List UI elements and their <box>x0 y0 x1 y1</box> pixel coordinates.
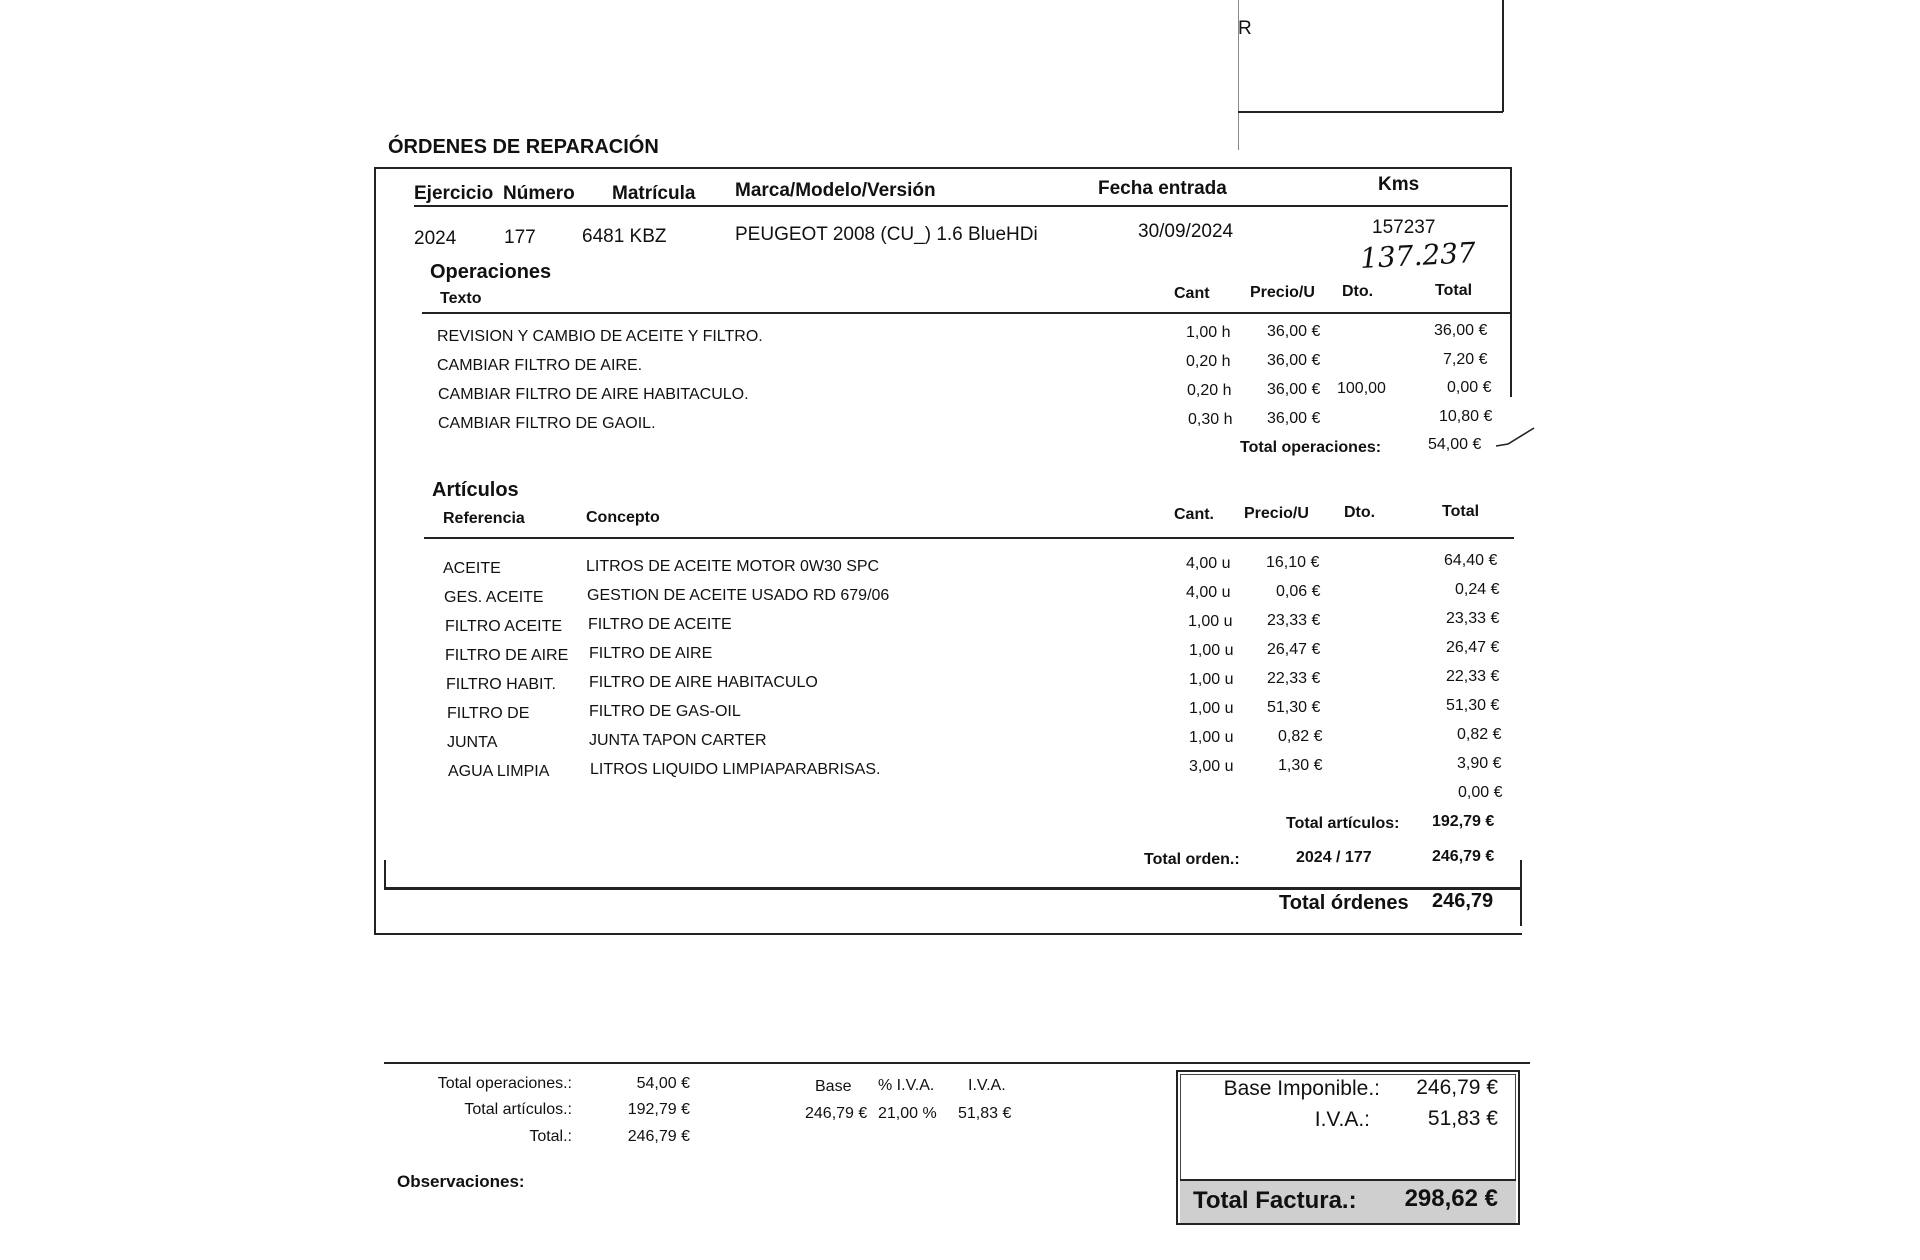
page-title: ÓRDENES DE REPARACIÓN <box>388 136 659 158</box>
top-box-right-line <box>1502 0 1504 112</box>
articulo-cant: 4,00 u <box>1186 584 1231 601</box>
articulo-total: 3,90 € <box>1457 755 1502 772</box>
operacion-cant: 1,00 h <box>1186 324 1231 341</box>
articulo-cant: 1,00 u <box>1189 700 1234 717</box>
articulo-precio: 1,30 € <box>1278 757 1323 774</box>
articulo-concepto: LITROS LIQUIDO LIMPIAPARABRISAS. <box>590 761 881 778</box>
operaciones-header-total: Total <box>1435 282 1473 299</box>
factura-base-label: Base Imponible.: <box>1223 1077 1380 1100</box>
articulo-concepto: GESTION DE ACEITE USADO RD 679/06 <box>587 587 890 604</box>
articulo-concepto: FILTRO DE AIRE HABITACULO <box>589 674 818 691</box>
order-marca: PEUGEOT 2008 (CU_) 1.6 BlueHDi <box>735 224 1038 245</box>
frame-top <box>374 167 1512 169</box>
articulo-concepto: LITROS DE ACEITE MOTOR 0W30 SPC <box>586 558 880 575</box>
header-marca: Marca/Modelo/Versión <box>735 180 936 201</box>
iva-amount-value: 51,83 € <box>958 1105 1012 1122</box>
frame-right-upper <box>1510 167 1512 397</box>
total-ordenes-label: Total órdenes <box>1279 892 1409 914</box>
operaciones-title: Operaciones <box>430 261 552 283</box>
total-orden-label: Total orden.: <box>1144 851 1240 868</box>
summary-ops-value: 54,00 € <box>636 1075 690 1092</box>
articulo-cant: 3,00 u <box>1189 758 1234 775</box>
check-mark-icon <box>1494 424 1536 452</box>
operaciones-total-value: 54,00 € <box>1428 436 1482 453</box>
articulo-total: 22,33 € <box>1446 668 1500 685</box>
articulos-total-value: 192,79 € <box>1432 813 1495 830</box>
order-matricula: 6481 KBZ <box>582 226 667 247</box>
iva-base-value: 246,79 € <box>805 1105 868 1122</box>
articulos-total-label: Total artículos: <box>1286 815 1400 832</box>
iva-header-base: Base <box>815 1078 852 1095</box>
factura-iva-label: I.V.A.: <box>1314 1108 1370 1131</box>
articulo-precio: 26,47 € <box>1267 641 1321 658</box>
summary-art-value: 192,79 € <box>627 1101 690 1118</box>
total-orden-ref: 2024 / 177 <box>1296 849 1372 866</box>
iva-header-pct: % I.V.A. <box>878 1077 935 1094</box>
order-kms-handwritten: 137.237 <box>1359 235 1477 276</box>
factura-total-value: 298,62 € <box>1404 1185 1498 1212</box>
operacion-cant: 0,20 h <box>1186 353 1231 370</box>
operaciones-header-cant: Cant <box>1174 285 1210 302</box>
total-ordenes-value: 246,79 <box>1432 890 1494 912</box>
articulo-total: 0,24 € <box>1455 581 1500 598</box>
top-box-bottom-line <box>1238 111 1503 113</box>
articulo-total: 23,33 € <box>1446 610 1500 627</box>
factura-total-label: Total Factura.: <box>1193 1187 1357 1214</box>
articulo-total: 64,40 € <box>1444 552 1498 569</box>
articulo-referencia: FILTRO ACEITE <box>445 618 563 635</box>
operacion-precio: 36,00 € <box>1267 410 1321 427</box>
articulo-referencia: FILTRO DE AIRE <box>445 647 569 664</box>
articulos-header-precio: Precio/U <box>1244 505 1309 522</box>
frame-left <box>374 167 376 935</box>
articulos-header-cant: Cant. <box>1174 506 1214 523</box>
operacion-texto: CAMBIAR FILTRO DE GAOIL. <box>438 415 656 432</box>
articulo-total: 51,30 € <box>1446 697 1500 714</box>
frame-right-lower <box>1520 860 1522 926</box>
articulo-total: 0,82 € <box>1457 726 1502 743</box>
articulo-precio: 0,82 € <box>1278 728 1323 745</box>
articulos-extra-total: 0,00 € <box>1458 784 1503 801</box>
total-orden-value: 246,79 € <box>1432 848 1495 865</box>
operacion-texto: CAMBIAR FILTRO DE AIRE. <box>437 357 643 374</box>
articulo-concepto: FILTRO DE ACEITE <box>588 616 732 633</box>
summary-art-label: Total artículos.: <box>464 1101 572 1118</box>
articulo-precio: 22,33 € <box>1267 670 1321 687</box>
articulo-referencia: GES. ACEITE <box>444 589 544 606</box>
order-header-rule <box>414 205 1508 207</box>
articulo-cant: 1,00 u <box>1188 613 1233 630</box>
articulos-header-total: Total <box>1442 503 1480 520</box>
articulo-referencia: JUNTA <box>447 734 498 751</box>
order-kms: 157237 <box>1372 217 1436 238</box>
header-ejercicio: Ejercicio <box>414 183 494 204</box>
articulo-referencia: FILTRO DE <box>447 705 530 722</box>
articulo-referencia: AGUA LIMPIA <box>448 763 550 780</box>
articulos-header-rule <box>424 537 1514 539</box>
articulo-referencia: FILTRO HABIT. <box>446 676 556 693</box>
articulo-cant: 1,00 u <box>1189 729 1234 746</box>
articulo-referencia: ACEITE <box>443 560 501 577</box>
articulo-concepto: JUNTA TAPON CARTER <box>589 732 767 749</box>
top-box-text: R <box>1238 18 1252 39</box>
operacion-precio: 36,00 € <box>1267 323 1321 340</box>
operaciones-total-label: Total operaciones: <box>1240 439 1382 456</box>
articulo-cant: 1,00 u <box>1189 671 1234 688</box>
summary-total-label: Total.: <box>529 1128 572 1145</box>
articulos-header-concepto: Concepto <box>586 509 660 526</box>
operaciones-header-texto: Texto <box>440 290 482 307</box>
operaciones-header-precio: Precio/U <box>1250 284 1315 301</box>
articulo-cant: 1,00 u <box>1189 642 1234 659</box>
articulo-precio: 16,10 € <box>1266 554 1320 571</box>
header-kms: Kms <box>1378 174 1420 195</box>
iva-pct-value: 21,00 % <box>878 1105 937 1122</box>
frame-bottom <box>374 933 1522 935</box>
operacion-texto: CAMBIAR FILTRO DE AIRE HABITACULO. <box>438 386 749 403</box>
operacion-cant: 0,30 h <box>1188 411 1233 428</box>
frame-inner-rule <box>384 887 1520 890</box>
order-ejercicio: 2024 <box>414 228 457 249</box>
factura-base-value: 246,79 € <box>1416 1076 1498 1099</box>
operacion-total: 0,00 € <box>1447 379 1492 396</box>
articulos-header-referencia: Referencia <box>443 510 525 527</box>
operaciones-header-dto: Dto. <box>1342 283 1374 300</box>
operacion-total: 10,80 € <box>1439 408 1493 425</box>
operacion-texto: REVISION Y CAMBIO DE ACEITE Y FILTRO. <box>437 328 763 345</box>
iva-header-iva: I.V.A. <box>968 1077 1006 1094</box>
articulo-precio: 0,06 € <box>1276 583 1321 600</box>
header-matricula: Matrícula <box>612 183 696 204</box>
articulo-total: 26,47 € <box>1446 639 1500 656</box>
order-fecha: 30/09/2024 <box>1138 221 1234 242</box>
summary-ops-label: Total operaciones.: <box>437 1075 572 1092</box>
operacion-total: 7,20 € <box>1443 351 1488 368</box>
frame-inner-left <box>384 860 386 890</box>
summary-top-rule <box>384 1062 1530 1064</box>
operacion-precio: 36,00 € <box>1267 381 1321 398</box>
operacion-precio: 36,00 € <box>1267 352 1321 369</box>
articulos-title: Artículos <box>432 479 519 501</box>
operacion-total: 36,00 € <box>1434 322 1488 339</box>
articulo-precio: 23,33 € <box>1267 612 1321 629</box>
articulo-cant: 4,00 u <box>1186 555 1231 572</box>
observaciones-label: Observaciones: <box>397 1172 525 1191</box>
factura-iva-value: 51,83 € <box>1427 1107 1498 1130</box>
operacion-cant: 0,20 h <box>1187 382 1232 399</box>
header-fecha: Fecha entrada <box>1098 178 1227 199</box>
operacion-dto: 100,00 <box>1337 380 1386 397</box>
summary-total-value: 246,79 € <box>627 1128 690 1145</box>
articulo-concepto: FILTRO DE GAS-OIL <box>589 703 741 720</box>
articulo-concepto: FILTRO DE AIRE <box>589 645 713 662</box>
header-numero: Número <box>503 183 575 204</box>
articulos-header-dto: Dto. <box>1344 504 1376 521</box>
order-numero: 177 <box>504 227 536 248</box>
articulo-precio: 51,30 € <box>1267 699 1321 716</box>
operaciones-header-rule <box>422 312 1510 314</box>
